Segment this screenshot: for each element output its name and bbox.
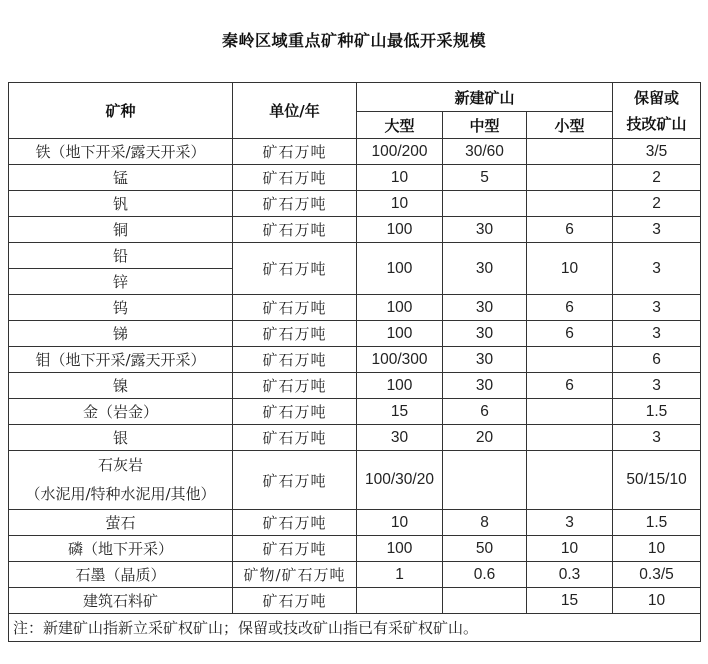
large-cell: 100: [357, 321, 443, 347]
mineral-line2: （水泥用/特种水泥用/其他）: [25, 485, 216, 503]
header-large: 大型: [357, 112, 443, 139]
table-row: [9, 536, 701, 562]
table-row: [9, 373, 701, 399]
small-cell: 10: [527, 536, 613, 562]
table-row: [9, 562, 701, 588]
retain-cell: 3: [613, 217, 701, 243]
retain-cell: 1.5: [613, 510, 701, 536]
small-cell: [527, 451, 613, 510]
unit-cell: 矿石万吨: [233, 295, 357, 321]
table-row: [9, 217, 701, 243]
medium-cell: 5: [443, 165, 527, 191]
retain-cell: 0.3/5: [613, 562, 701, 588]
mineral-cell: [9, 451, 233, 510]
small-cell: [527, 191, 613, 217]
small-cell: 10: [527, 243, 613, 295]
mineral-cell: 铁（地下开采/露天开采）: [9, 139, 233, 165]
mineral-cell: 钨: [9, 295, 233, 321]
small-cell: 6: [527, 321, 613, 347]
medium-cell: 30: [443, 373, 527, 399]
small-cell: 6: [527, 373, 613, 399]
medium-cell: [443, 191, 527, 217]
retain-cell: 2: [613, 165, 701, 191]
unit-cell: 矿石万吨: [233, 347, 357, 373]
header-medium: 中型: [443, 112, 527, 139]
header-retain: [613, 83, 701, 139]
unit-cell: 矿石万吨: [233, 165, 357, 191]
mineral-cell: 镍: [9, 373, 233, 399]
small-cell: [527, 347, 613, 373]
unit-cell: 矿石万吨: [233, 451, 357, 510]
table-row: [9, 510, 701, 536]
retain-cell: 3: [613, 243, 701, 295]
small-cell: 15: [527, 588, 613, 614]
retain-cell: 3/5: [613, 139, 701, 165]
retain-cell: 2: [613, 191, 701, 217]
small-cell: 0.3: [527, 562, 613, 588]
medium-cell: 30/60: [443, 139, 527, 165]
mineral-cell: 铜: [9, 217, 233, 243]
unit-cell: 矿石万吨: [233, 217, 357, 243]
medium-cell: 8: [443, 510, 527, 536]
medium-cell: [443, 451, 527, 510]
unit-cell: 矿石万吨: [233, 588, 357, 614]
retain-cell: 50/15/10: [613, 451, 701, 510]
large-cell: 15: [357, 399, 443, 425]
header-retain-line2: 技改矿山: [626, 114, 687, 133]
mineral-cell: 钒: [9, 191, 233, 217]
large-cell: [357, 588, 443, 614]
large-cell: 1: [357, 562, 443, 588]
table-row: [9, 191, 701, 217]
mineral-cell: 铅: [9, 243, 233, 269]
large-cell: 100: [357, 373, 443, 399]
header-unit: 单位/年: [233, 83, 357, 139]
large-cell: 100: [357, 243, 443, 295]
table-row: [9, 321, 701, 347]
mineral-cell: 萤石: [9, 510, 233, 536]
table-row: [9, 347, 701, 373]
medium-cell: 6: [443, 399, 527, 425]
small-cell: [527, 399, 613, 425]
unit-cell: 矿石万吨: [233, 536, 357, 562]
table-row: [9, 139, 701, 165]
table-row: [9, 165, 701, 191]
table-row: [9, 243, 701, 269]
header-mineral: 矿种: [9, 83, 233, 139]
unit-cell: 矿石万吨: [233, 139, 357, 165]
mineral-cell: 锑: [9, 321, 233, 347]
retain-cell: 10: [613, 588, 701, 614]
mineral-cell: 磷（地下开采）: [9, 536, 233, 562]
mineral-cell: 金（岩金）: [9, 399, 233, 425]
unit-cell: 矿石万吨: [233, 510, 357, 536]
retain-cell: 3: [613, 425, 701, 451]
large-cell: 10: [357, 165, 443, 191]
table-row: [9, 399, 701, 425]
retain-cell: 3: [613, 321, 701, 347]
large-cell: 100/300: [357, 347, 443, 373]
mining-scale-table: [8, 82, 701, 642]
medium-cell: [443, 588, 527, 614]
large-cell: 100: [357, 536, 443, 562]
large-cell: 100: [357, 295, 443, 321]
table-note: 注：新建矿山指新立采矿权矿山；保留或技改矿山指已有采矿权矿山。: [9, 614, 701, 642]
note-row: [9, 614, 701, 642]
page-title: 秦岭区域重点矿种矿山最低开采规模: [221, 31, 486, 50]
medium-cell: 30: [443, 243, 527, 295]
retain-cell: 6: [613, 347, 701, 373]
header-small: 小型: [527, 112, 613, 139]
medium-cell: 30: [443, 295, 527, 321]
retain-cell: 3: [613, 373, 701, 399]
medium-cell: 50: [443, 536, 527, 562]
small-cell: [527, 425, 613, 451]
mineral-line1: 石灰岩: [97, 456, 143, 474]
unit-cell: 矿石万吨: [233, 425, 357, 451]
small-cell: 3: [527, 510, 613, 536]
unit-cell: 矿石万吨: [233, 321, 357, 347]
medium-cell: 30: [443, 321, 527, 347]
header-new-mine: 新建矿山: [357, 83, 613, 112]
large-cell: 10: [357, 191, 443, 217]
unit-cell: 矿石万吨: [233, 399, 357, 425]
table-row: [9, 295, 701, 321]
unit-cell: 矿石万吨: [233, 191, 357, 217]
table-row: [9, 425, 701, 451]
header-retain-line1: 保留或: [634, 88, 680, 107]
retain-cell: 10: [613, 536, 701, 562]
small-cell: [527, 165, 613, 191]
table-row: [9, 588, 701, 614]
medium-cell: 0.6: [443, 562, 527, 588]
medium-cell: 20: [443, 425, 527, 451]
small-cell: [527, 139, 613, 165]
mineral-cell: 锌: [9, 269, 233, 295]
mineral-cell: 银: [9, 425, 233, 451]
large-cell: 100/200: [357, 139, 443, 165]
medium-cell: 30: [443, 217, 527, 243]
large-cell: 10: [357, 510, 443, 536]
mineral-cell: 锰: [9, 165, 233, 191]
medium-cell: 30: [443, 347, 527, 373]
small-cell: 6: [527, 295, 613, 321]
retain-cell: 1.5: [613, 399, 701, 425]
unit-cell: 矿物/矿石万吨: [233, 562, 357, 588]
table-row: [9, 451, 701, 510]
unit-cell: 矿石万吨: [233, 243, 357, 295]
retain-cell: 3: [613, 295, 701, 321]
large-cell: 100/30/20: [357, 451, 443, 510]
large-cell: 100: [357, 217, 443, 243]
unit-cell: 矿石万吨: [233, 373, 357, 399]
mineral-cell: 石墨（晶质）: [9, 562, 233, 588]
large-cell: 30: [357, 425, 443, 451]
mineral-cell: 钼（地下开采/露天开采）: [9, 347, 233, 373]
small-cell: 6: [527, 217, 613, 243]
mineral-cell: 建筑石料矿: [9, 588, 233, 614]
